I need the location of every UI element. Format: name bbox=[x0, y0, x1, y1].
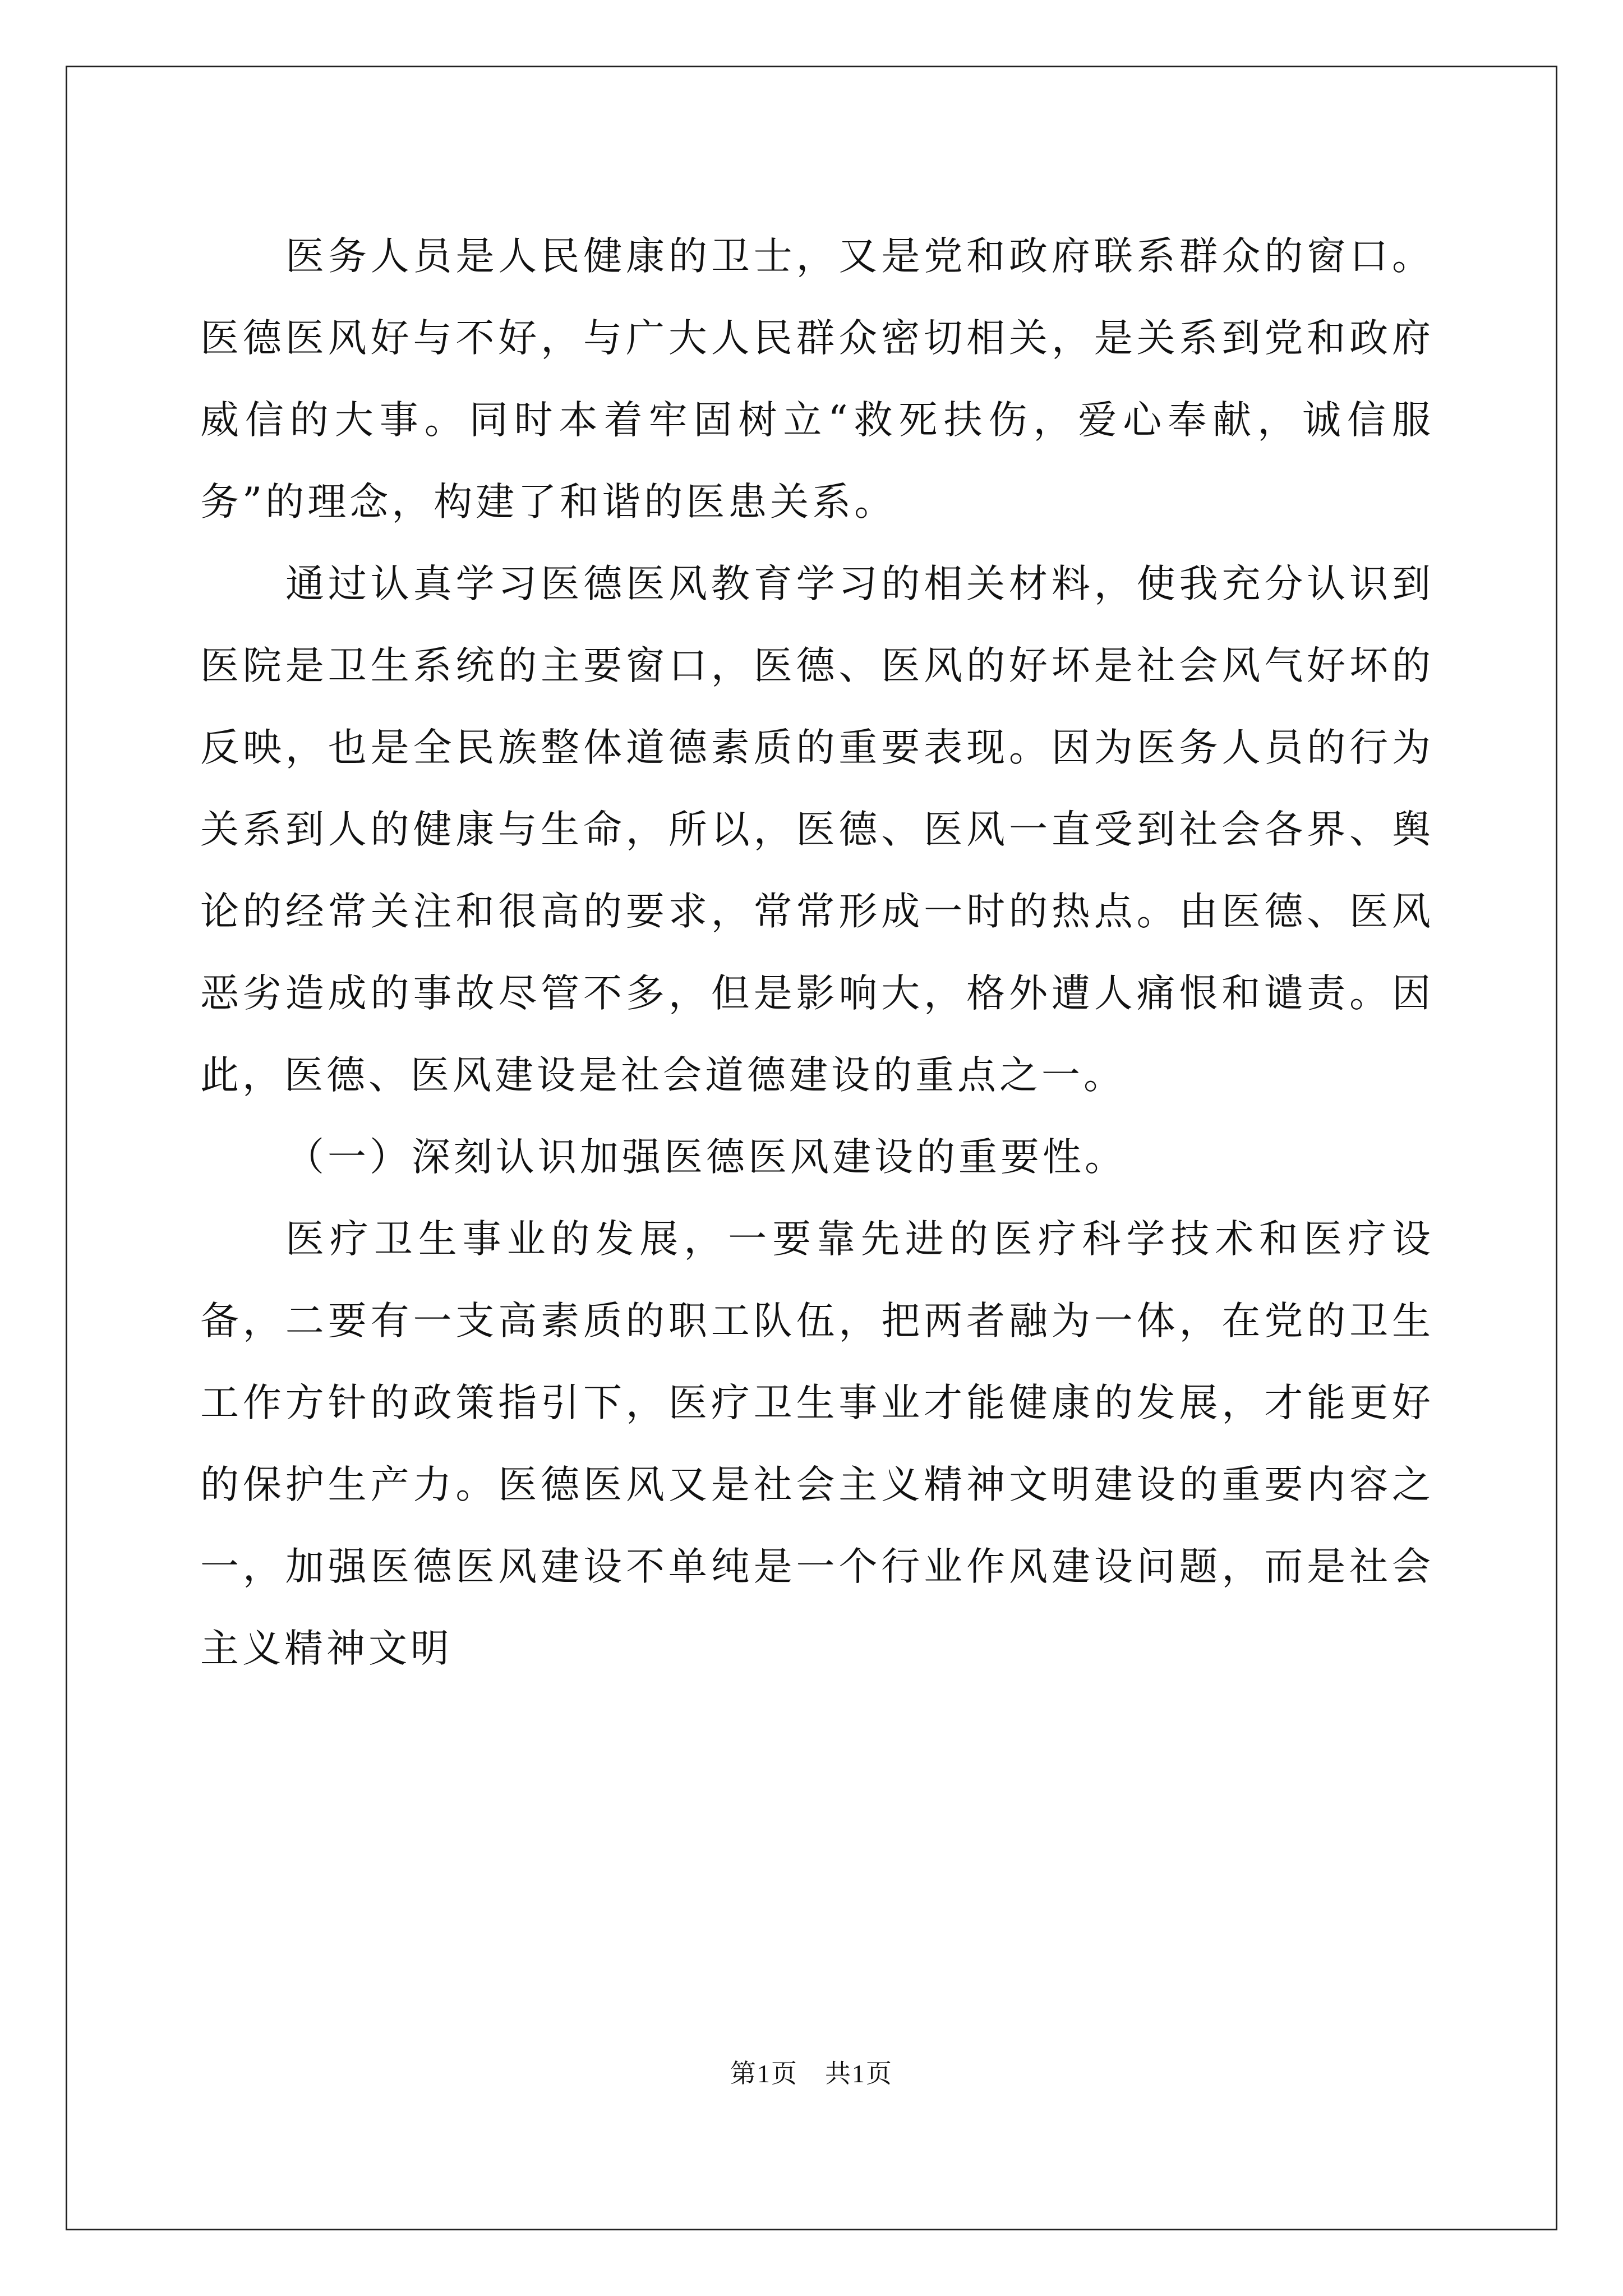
paragraph: 通过认真学习医德医风教育学习的相关材料，使我充分认识到医院是卫生系统的主要窗口，医德、医风的好坏是社会风气好坏的反映，也是全民族整体道德素质的重要表现。因为医务人员的行为关系到人的健康与生命，所以，医德、医风一直受到社会各界、舆论的经常关注和很高的要求，常常形成一时的热点。由医德、医风恶劣造成的事故尽管不多，但是影响大，格外遭人痛恨和谴责。因此，医德、医风建设是社会道德建设的重点之一。 bbox=[200, 562, 1434, 1098]
paragraph: 医疗卫生事业的发展，一要靠先进的医疗科学技术和医疗设备，二要有一支高素质的职工队伍，把两者融为一体，在党的卫生工作方针的政策指引下，医疗卫生事业才能健康的发展，才能更好的保护生产力。医德医风又是社会主义精神文明建设的重要内容之一，加强医德医风建设不单纯是一个行业作风建设问题，而是社会主义精神文明 bbox=[200, 1217, 1434, 1671]
page-number: 第1页 bbox=[730, 2059, 798, 2088]
document-body bbox=[200, 215, 1434, 1690]
section-heading: （一）深刻认识加强医德医风建设的重要性。 bbox=[285, 1135, 1127, 1180]
page-footer bbox=[0, 2053, 1623, 2090]
page-total: 共1页 bbox=[825, 2059, 893, 2088]
paragraph: 医务人员是人民健康的卫士，又是党和政府联系群众的窗口。医德医风好与不好，与广大人民群众密切相关，是关系到党和政府威信的大事。同时本着牢固树立“救死扶伤，爱心奉献，诚信服务”的理念，构建了和谐的医患关系。 bbox=[200, 234, 1434, 524]
